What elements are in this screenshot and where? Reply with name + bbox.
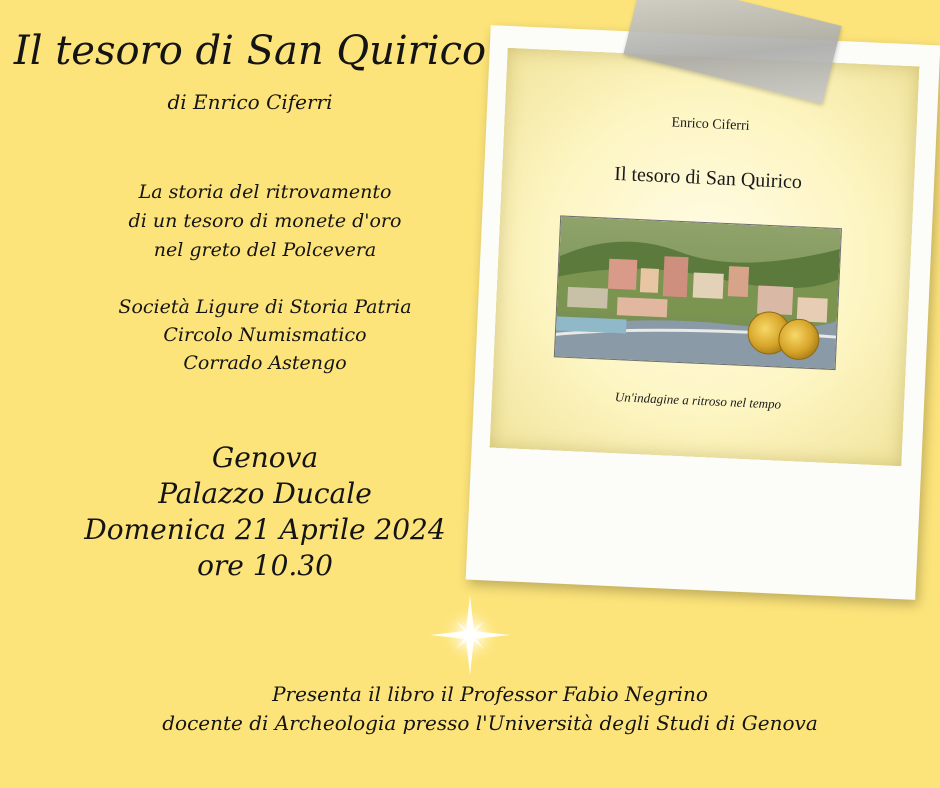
- organizers-block: [60, 293, 470, 377]
- poster-title: Il tesoro di San Quirico: [13, 28, 487, 74]
- sparkle-icon: [425, 590, 515, 680]
- event-date: Domenica 21 Aprile 2024: [84, 513, 446, 546]
- polaroid-photo: [466, 25, 940, 600]
- landscape-illustration: [555, 216, 841, 369]
- presenter-line: docente di Archeologia presso l'Università degli Studi di Genova: [162, 711, 818, 735]
- description-block: [60, 178, 470, 265]
- description-line: La storia del ritrovamento: [138, 181, 392, 203]
- description-line: di un tesoro di monete d'oro: [128, 210, 402, 232]
- cover-author: Enrico Ciferri: [671, 115, 750, 134]
- book-cover: [490, 48, 920, 466]
- presenter-line: Presenta il libro il Professor Fabio Negrino: [272, 682, 708, 706]
- event-time: ore 10.30: [197, 549, 333, 582]
- event-city: Genova: [211, 441, 319, 474]
- organizer-line: Corrado Astengo: [183, 352, 347, 374]
- organizer-line: Circolo Numismatico: [163, 324, 367, 346]
- cover-landscape-photo: [554, 215, 842, 370]
- poster-author: di Enrico Ciferri: [167, 90, 333, 114]
- presenter-block: [70, 680, 910, 738]
- description-line: nel greto del Polcevera: [153, 239, 377, 261]
- cover-subtitle: Un'indagine a ritroso nel tempo: [614, 389, 782, 412]
- cover-title: Il tesoro di San Quirico: [613, 162, 803, 194]
- event-details: [60, 440, 470, 584]
- organizer-line: Società Ligure di Storia Patria: [118, 296, 412, 318]
- event-venue: Palazzo Ducale: [158, 477, 372, 510]
